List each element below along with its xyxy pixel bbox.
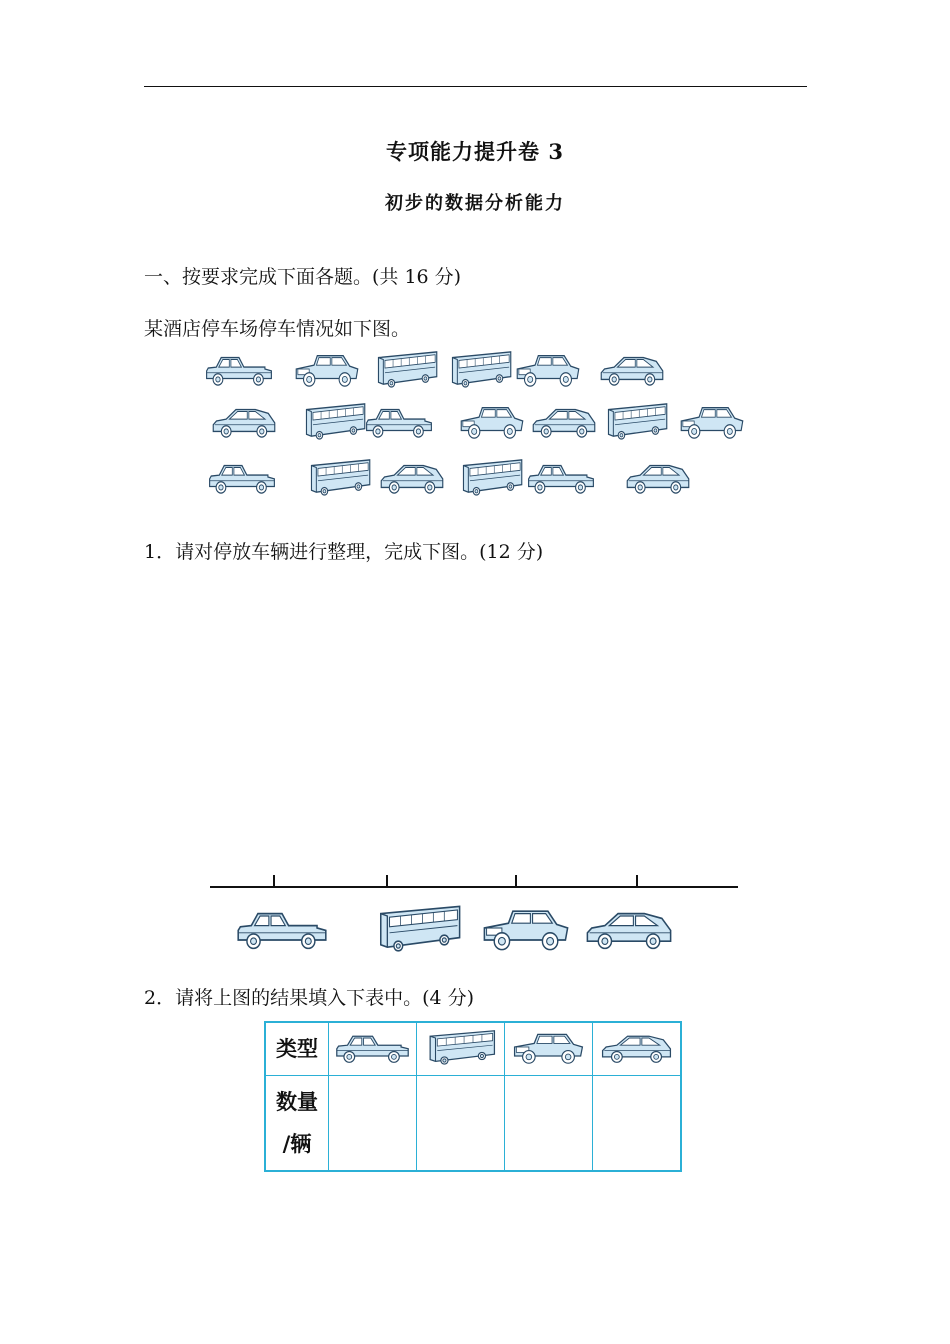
page-title: 专项能力提升卷 3 <box>386 139 564 164</box>
type-cell-jeep <box>505 1022 593 1076</box>
count-label-line2: /辆 <box>282 1132 312 1156</box>
count-label-line1: 数量 <box>276 1090 318 1114</box>
question-1: 1．请对停放车辆进行整理，完成下图。(12 分) <box>144 541 544 563</box>
pickup-truck-icon <box>529 466 594 494</box>
hatchback-car-icon <box>627 466 689 494</box>
hatchback-car-icon <box>603 1036 671 1062</box>
bus-icon <box>378 352 436 387</box>
bus-icon <box>381 906 460 950</box>
count-cell-hatchback-car[interactable] <box>593 1076 682 1172</box>
type-cell-pickup-truck <box>329 1022 417 1076</box>
intro-text: 某酒店停车场停车情况如下图。 <box>144 318 411 340</box>
jeep-icon <box>517 356 579 386</box>
table-row-type <box>265 1022 681 1076</box>
bus-icon <box>608 404 666 439</box>
bus-icon <box>417 1023 504 1071</box>
jeep-icon <box>515 1034 583 1063</box>
pickup-truck-icon <box>210 466 275 494</box>
section-heading: 一、按要求完成下面各题。(共 16 分) <box>144 266 462 288</box>
hatchback-car-icon <box>601 358 663 386</box>
jeep-icon <box>505 1023 592 1071</box>
jeep-icon <box>484 911 567 949</box>
hatchback-car-icon <box>213 410 275 438</box>
bus-icon <box>311 460 369 495</box>
type-cell-bus <box>417 1022 505 1076</box>
count-cell-bus[interactable] <box>417 1076 505 1172</box>
question-2: 2．请将上图的结果填入下表中。(4 分) <box>144 987 475 1009</box>
pickup-truck-icon <box>207 358 272 386</box>
bus-icon <box>430 1031 494 1064</box>
type-cell-hatchback-car <box>593 1022 682 1076</box>
pickup-truck-icon <box>238 914 326 949</box>
count-label <box>265 1076 329 1172</box>
pickup-truck-icon <box>329 1023 416 1071</box>
jeep-icon <box>461 408 523 438</box>
hatchback-car-icon <box>593 1023 680 1071</box>
bus-icon <box>463 460 521 495</box>
pickup-truck-icon <box>367 410 432 438</box>
hatchback-car-icon <box>533 410 595 438</box>
top-rule <box>144 86 807 87</box>
pickup-truck-icon <box>337 1036 408 1062</box>
jeep-icon <box>681 408 743 438</box>
table-row-count <box>265 1076 681 1172</box>
hatchback-car-icon <box>381 466 443 494</box>
jeep-icon <box>296 356 358 386</box>
count-cell-pickup-truck[interactable] <box>329 1076 417 1172</box>
bus-icon <box>306 404 364 439</box>
count-cell-jeep[interactable] <box>505 1076 593 1172</box>
hatchback-car-icon <box>587 914 670 949</box>
bus-icon <box>452 352 510 387</box>
type-label: 类型 <box>265 1022 329 1076</box>
result-table <box>264 1021 682 1172</box>
page-subtitle: 初步的数据分析能力 <box>385 193 565 214</box>
